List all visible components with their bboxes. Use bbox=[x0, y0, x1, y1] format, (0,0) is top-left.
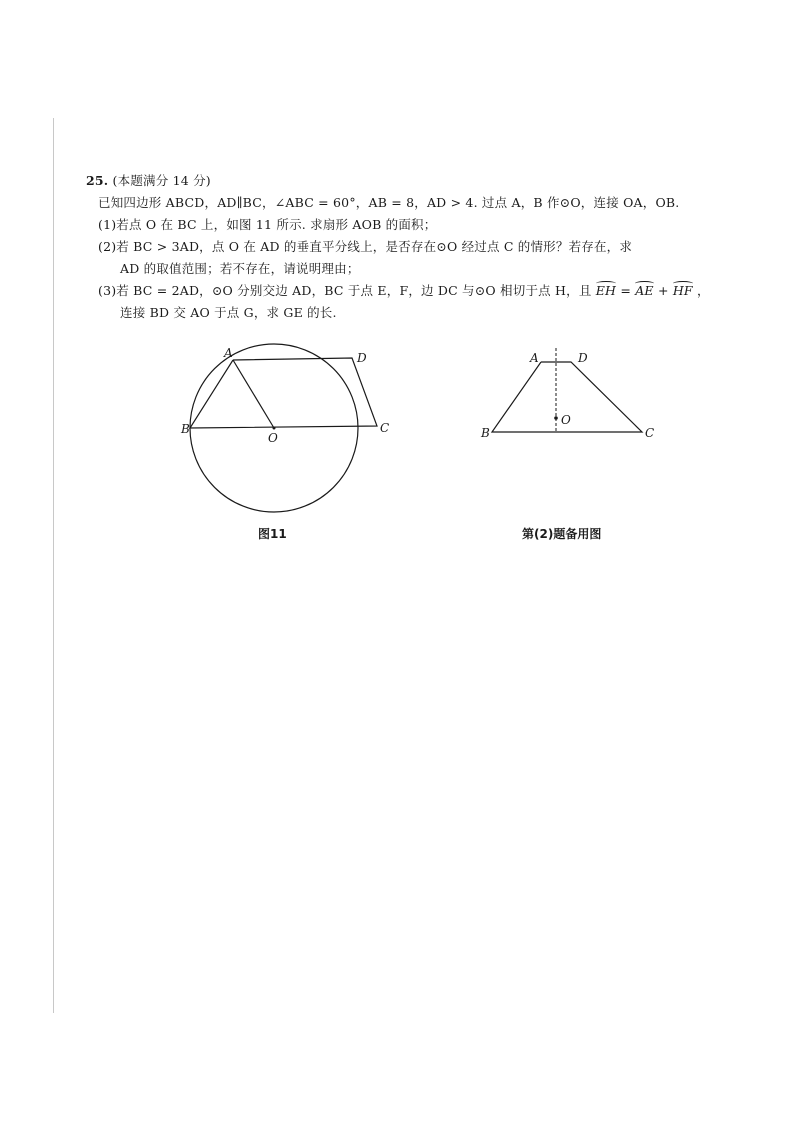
label-a: A bbox=[530, 351, 539, 365]
figure-11-caption: 图11 bbox=[258, 527, 287, 541]
figure-11 bbox=[180, 344, 389, 512]
label-d: D bbox=[578, 351, 588, 365]
point-o bbox=[273, 427, 276, 430]
problem-stem: 已知四边形 ABCD，AD∥BC，∠ABC = 60°，AB = 8，AD > 4. 过点 A，B 作⊙O，连接 OA，OB. bbox=[98, 195, 680, 210]
label-o: O bbox=[561, 413, 571, 427]
label-b: B bbox=[481, 426, 490, 440]
segment-oa bbox=[233, 360, 274, 428]
quadrilateral-abcd bbox=[190, 358, 377, 428]
arc-eh: EH bbox=[596, 280, 616, 302]
figure-part-2 bbox=[480, 348, 654, 440]
part-3-line-2: 连接 BD 交 AO 于点 G，求 GE 的长. bbox=[120, 305, 337, 320]
part-2-line-1: (2)若 BC > 3AD，点 O 在 AD 的垂直平分线上，是否存在⊙O 经过点 C 的情形？若存在，求 bbox=[98, 239, 633, 254]
label-d: D bbox=[357, 351, 367, 365]
part-2-line-2: AD 的取值范围；若不存在，请说明理由； bbox=[120, 261, 360, 276]
point-o bbox=[554, 416, 558, 420]
equals-sign: = bbox=[620, 283, 636, 298]
arc-hf: HF bbox=[673, 280, 693, 302]
figure-part-2-caption: 第(2)题备用图 bbox=[522, 527, 602, 541]
problem-number: 25. bbox=[86, 173, 109, 188]
label-c: C bbox=[645, 426, 655, 440]
label-a: A bbox=[224, 346, 233, 360]
arc-ae: AE bbox=[635, 280, 654, 302]
part-1: (1)若点 O 在 BC 上，如图 11 所示. 求扇形 AOB 的面积； bbox=[98, 217, 437, 232]
part-3-end: ， bbox=[696, 283, 710, 298]
part-3-text: (3)若 BC = 2AD，⊙O 分别交边 AD，BC 于点 E，F，边 DC 与⊙O 相切于点 H，且 bbox=[98, 283, 592, 298]
plus-sign: + bbox=[657, 283, 673, 298]
label-o: O bbox=[268, 431, 278, 445]
label-b: B bbox=[181, 422, 190, 436]
score-note: (本题满分 14 分) bbox=[112, 173, 211, 188]
label-c: C bbox=[380, 421, 390, 435]
